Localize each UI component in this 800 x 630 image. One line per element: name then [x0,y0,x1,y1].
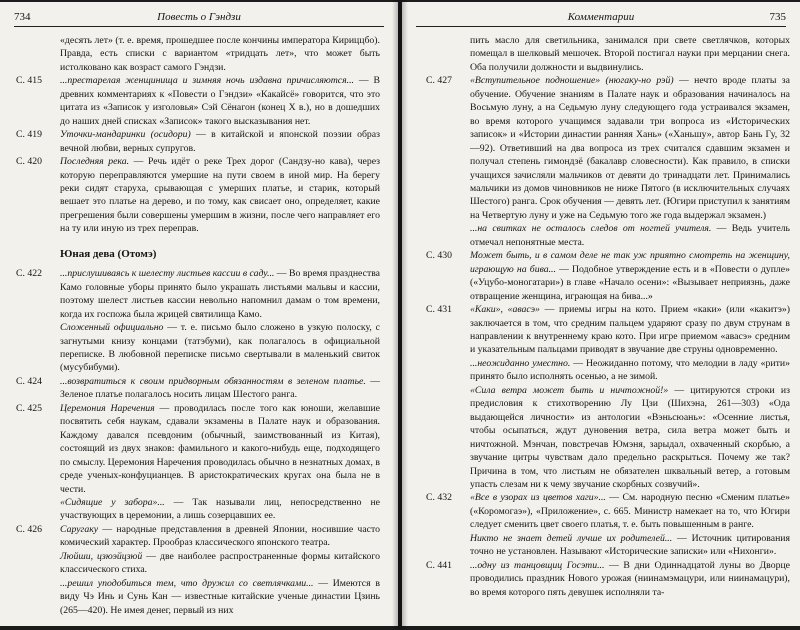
commentary-text: — в китайской и японской поэзии образ вечной любви, верных супругов. [60,129,380,154]
commentary-text: — Имеются в виду Чэ Инь и Сунь Кан — известные китайские ученые династии Цзинь (265—420). Не имея денег, первый из них [60,577,380,616]
commentary-entry [16,267,380,321]
commentary-text: — Речь идёт о реке Трех дорог (Сандзу-но кава), через которую переправляются умершие на пути своем в иной мир. На берегу реки сидят старуха, срывающая с умерших платье, и старик, который вешает это платье на дерево, и по тому, как свисает оно, определяет, какие прегрешения были совершены умершим в жизни, после чего направляет его на ту или иную из трех переправ. [60,156,380,235]
page-reference: С. 424 [16,375,43,387]
commentary-paragraph [16,577,380,617]
commentary-entry [426,249,790,303]
commentary-paragraph [426,222,790,249]
page-reference: С. 422 [16,268,43,280]
lemma: Может быть, и в самом деле не так уж приятно смотреть на женщину, играющую на бива... [470,250,790,275]
left-page-content [16,34,380,624]
commentary-paragraph [16,321,380,375]
left-page-title: Повесть о Гэндзи [157,11,241,23]
commentary-text: — нечто вроде платы за обучение. Обучение знаниям в Палате наук и образования начиналось на Восьмую луну, а на Седьмую луну следующего года устраивался экзамен, во время которого учащимся задавали три вопроса из «Исторических записок» и «Истории династии ранняя Хань» («Ханьшу», автор Бань Гу, 32—92). Ответивший на два вопроса из трех считался сдавшим экзамен и получал степень гимондзё (бакалавр словесности). Как правило, в списки учащихся зачисляли мальчиков от девяти до тринадцати лет. Принимались мальчики из домов чиновников не ниже Пятого (в исключительных случаях Шестого) ранга. Срок обучения — девять лет. (Югири приступил к занятиям на Четвертую луну и уже на Седьмую того же года выдержал экзамен.) [470,75,790,221]
lemma: Никто не знает детей лучше их родителей... [470,532,673,544]
commentary-text: — приемы игры на кото. Прием «каки» (или «какитэ») заключается в том, что средним пальцем ударяют сразу по двум струнам в направлении к внутреннему краю кото. При игре приемом «авасэ» средним и указательным пальцами приводят в звучание две струны одновременно. [470,304,791,356]
commentary-paragraph [426,357,790,384]
right-running-head [416,8,786,27]
commentary-text: — Во время празднества Камо головные уборы принято было украшать листьями мальвы и кассии, поэтому шелест листьев кассии невольно напомнил дамам о том времени, когда их госпожа была жрицей святилища Камо. [60,268,381,320]
lemma: Уточки-мандаринки (осидори) [60,129,191,141]
page-reference: С. 427 [426,75,453,87]
commentary-entry [426,491,790,531]
commentary-text: — Ведь учитель отмечал непонятные места. [470,223,790,248]
lemma: ...прислушиваясь к шелесту листьев кассии в саду... [60,268,275,280]
commentary-text: — В дни Одиннадцатой луны во Дворце проводились праздник Нового урожая (ниинамэмацури, или ниинамацури), во время которого пять девушек исполняли та- [470,559,791,598]
page-reference: С. 426 [16,523,43,535]
right-page-title: Комментарии [567,11,635,23]
commentary-paragraph [16,496,380,523]
left-page-number: 734 [14,11,31,23]
commentary-text: — Подобное утверждение есть и в «Повести о дупле» («Уцубо-моногатари») в главе «Начало осени»: «Вызывает неприязнь, даже отвращение женщина, играющая на бива...» [470,263,790,302]
commentary-text: — проводилась после того как юноши, желавшие посвятить себя наукам, сдавали экзамены в Палате наук и образования. Каждому давался псевдоним (обычный, заимствованный из Китая), состоящий из двух знаков: фамильного и какого-нибудь еще, подходящего по смыслу. Церемония Наречения проводилась обычно в незнатных домах, в среде ученых-конфуцианцев. В аристократических кругах она была не в чести. [60,402,380,495]
page-reference: С. 425 [16,402,43,414]
page-reference: С. 431 [426,304,453,316]
commentary-text: — две наиболее распространенные формы китайского классического стиха. [60,550,380,576]
lemma: Саругаку [60,523,99,535]
commentary-paragraph [16,550,380,577]
commentary-entry [16,402,380,496]
left-page [0,2,398,626]
commentary-entry [16,375,380,402]
lemma: Церемония Наречения [60,402,155,414]
commentary-entry [16,74,380,128]
page-reference: С. 420 [16,156,43,168]
book-gutter [392,0,408,630]
commentary-text: пить масло для светильника, занимался при свете светлячков, которых помещал в шелковый мешочек. Второй постигал науки при мерцании снега. Оба получили должности и выдвинулись. [470,35,790,73]
page-reference: С. 432 [426,492,453,504]
section-heading: Юная дева (Отомэ) [60,247,157,260]
lemma: ...возвратиться к своим придворным обязанностям в зеленом платье. [60,375,366,387]
commentary-text: — Неожиданно потому, что мелодии в ладу «рити» принято было исполнять осенью, а не зимой. [470,357,790,383]
right-page [402,2,800,626]
commentary-text: — Зеленое платье полагалось носить лицам Шестого ранга. [60,375,380,401]
commentary-paragraph [426,532,790,559]
commentary-text: — народные представления в древней Японии, носившие часто комический характер. Прообраз классического японского театра. [60,523,380,549]
commentary-entry [426,559,790,599]
lemma: Последняя река. [60,156,130,168]
commentary-entry [426,303,790,357]
page-reference: С. 430 [426,250,453,262]
commentary-paragraph [426,34,790,74]
lemma: ...решил уподобиться тем, что дружил со светлячками... [60,577,314,589]
lemma: ...одну из танцовщиц Госэти... [470,559,605,571]
lemma: Сложенный официально [60,322,164,334]
commentary-text: — Источник цитирования точно не установлен. Называют «Исторические записки» или «Нихонги». [470,532,790,558]
lemma: «Вступительное подношение» (нюгаку-но рэй) [470,75,674,87]
lemma: «Сила ветра может быть и ничтожной!» [470,384,669,396]
lemma: Люйши, цзюэйцзюй [60,550,143,562]
commentary-paragraph [16,34,380,74]
commentary-text: — Так называли лиц, непосредственно не участвующих в церемонии, а лишь созерцавших ее. [60,496,380,522]
page-reference: С. 415 [16,75,43,87]
lemma: ...неожиданно уместно. [470,357,571,369]
right-page-content [426,34,790,624]
left-running-head [14,8,384,27]
lemma: «Все в узорах из цветов хаги»... [470,492,606,504]
page-reference: С. 441 [426,559,453,571]
commentary-text: — В древних комментариях к «Повести о Гэндзи» «Какайсё» говорится, что это цитата из «Записок у изголовья» Сэй Сёнагон (конец X в.), но в дошедших до наших дней списках «Записок» такого высказывания нет. [60,75,380,127]
page-reference: С. 419 [16,129,43,141]
lemma: ...престарелая женщинища и зимняя ночь издавна причисляются... [60,75,354,87]
lemma: «Каки», «авасэ» [470,304,540,316]
lemma: ...на свитках не осталось следов от ногтей учителя. [470,223,712,235]
right-page-number: 735 [769,11,786,23]
commentary-text: — цитируются строки из предисловия к стихотворению Лу Цзи (Шихэна, 261—303) «Ода выдающейся личности» из антологии «Вэньсюань»: «Осенние листья, чтобы осыпаться, ждут дуновения ветра, сила ветра может быть и ничтожной. Мэнчан, повстречав Юмэня, зарыдал, охваченный скорбью, а звучание цитры чувствам дало предельно раскрыться. Почему же так? Причина в том, что листьям не обязателен шквальный ветер, а готовым упасть слезам ни к чему звучание скорбных созвучий». [470,384,790,490]
commentary-entry [16,155,380,236]
commentary-text: — т. е. письмо было сложено в узкую полоску, с загнутыми книзу концами (татэбуми), как полагалось в официальной переписке. В любовной переписке письмо свертывали в маленький свиток (мусубибуми). [60,322,381,374]
commentary-entry [16,128,380,155]
commentary-text: — См. народную песню «Сменим платье» («Коромогаэ»), «Приложение», с. 665. Министр намекает на то, что Югири следует сменить цвет своего платья, т. е. быть повышенным в ранге. [470,492,790,531]
commentary-text: «десять лет» (т. е. время, прошедшее после кончины императора Кириццбо). Правда, есть списки с вариантом «тридцать лет», что может быть истолковано как возраст самого Гэндзи. [60,35,380,73]
lemma: «Сидящие у забора»... [60,496,165,508]
commentary-entry [426,74,790,222]
commentary-entry [16,523,380,550]
commentary-paragraph [426,384,790,492]
